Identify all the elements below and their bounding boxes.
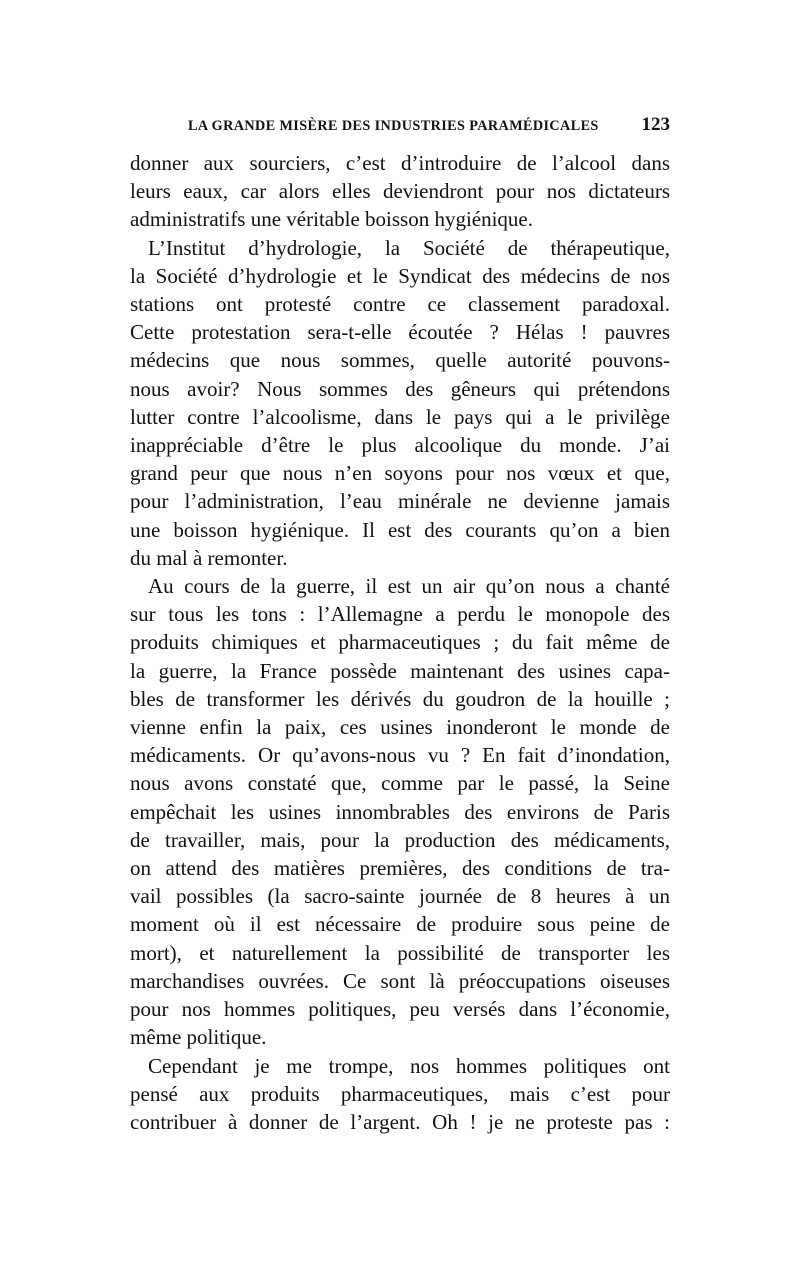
text-line: grand peur que nous n’en soyons pour nos vœux et que,: [130, 461, 670, 486]
text-line: on attend des matières premières, des conditions de tra-: [130, 856, 670, 881]
text-line: donner aux sourciers, c’est d’introduire de l’alcool dans: [130, 151, 670, 175]
paragraph: [130, 572, 670, 1051]
text-line: L’Institut d’hydrologie, la Société de thérapeutique,: [148, 235, 670, 260]
text-line: vienne enfin la paix, ces usines inonderont le monde de: [130, 715, 670, 740]
text-line: médicaments. Or qu’avons-nous vu ? En fait d’inondation,: [130, 743, 670, 768]
text-line: stations ont protesté contre ce classement paradoxal.: [130, 292, 670, 317]
text-line: contribuer à donner de l’argent. Oh ! je ne proteste pas :: [130, 1109, 670, 1134]
text-line: bles de transformer les dérivés du goudron de la houille ;: [130, 686, 670, 711]
text-line: leurs eaux, car alors elles deviendront pour nos dictateurs: [130, 179, 670, 204]
text-line: produits chimiques et pharmaceutiques ; du fait même de: [130, 630, 670, 655]
text-line: sur tous les tons : l’Allemagne a perdu le monopole des: [130, 602, 670, 627]
running-title: LA GRANDE MISÈRE DES INDUSTRIES PARAMÉDICALES: [188, 118, 599, 134]
text-line: inappréciable d’être le plus alcoolique du monde. J’ai: [130, 433, 670, 458]
text-line: pensé aux produits pharmaceutiques, mais c’est pour: [130, 1081, 670, 1106]
text-line: mort), et naturellement la possibilité de transporter les: [130, 940, 670, 965]
text-line: nous avoir? Nous sommes des gêneurs qui prétendons: [130, 376, 670, 401]
paragraph: [130, 234, 670, 572]
text-line: moment où il est nécessaire de produire sous peine de: [130, 912, 670, 937]
text-line: lutter contre l’alcoolisme, dans le pays qui a le privilège: [130, 404, 670, 429]
page-number: 123: [641, 114, 670, 135]
text-line: pour l’administration, l’eau minérale ne devienne jamais: [130, 489, 670, 514]
text-line: pour nos hommes politiques, peu versés dans l’économie,: [130, 997, 670, 1022]
text-line: vail possibles (la sacro-sainte journée de 8 heures à un: [130, 884, 670, 909]
text-line: une boisson hygiénique. Il est des courants qu’on a bien: [130, 517, 670, 542]
paragraph: [130, 149, 670, 234]
text-line: Cependant je me trompe, nos hommes politiques ont: [148, 1053, 670, 1078]
paragraph: [130, 1052, 670, 1137]
text-line: Au cours de la guerre, il est un air qu’on nous a chanté: [148, 574, 670, 599]
text-line: de travailler, mais, pour la production des médicaments,: [130, 827, 670, 852]
text-line: médecins que nous sommes, quelle autorité pouvons-: [130, 348, 670, 373]
text-line: même politique.: [130, 1025, 267, 1050]
text-line: la guerre, la France possède maintenant des usines capa-: [130, 658, 670, 683]
text-line: Cette protestation sera-t-elle écoutée ? Hélas ! pauvres: [130, 320, 670, 345]
page-header: [130, 116, 680, 140]
text-line: nous avons constaté que, comme par le passé, la Seine: [130, 771, 670, 796]
text-line: marchandises ouvrées. Ce sont là préoccupations oiseuses: [130, 968, 670, 993]
text-line: empêchait les usines innombrables des environs de Paris: [130, 799, 670, 824]
text-line: la Société d’hydrologie et le Syndicat des médecins de nos: [130, 263, 670, 288]
body-text: [130, 149, 670, 1136]
text-line: administratifs une véritable boisson hygiénique.: [130, 207, 533, 232]
text-line: du mal à remonter.: [130, 545, 288, 570]
